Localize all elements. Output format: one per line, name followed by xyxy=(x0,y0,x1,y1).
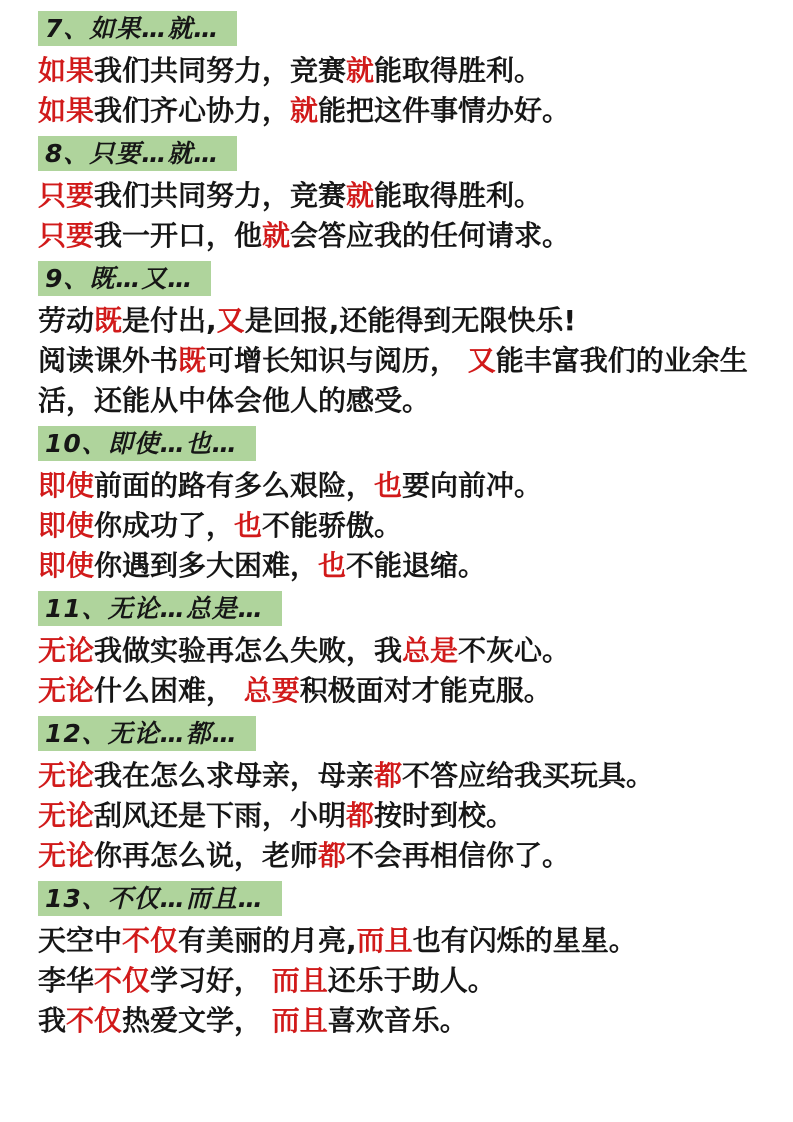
sentence-text: 能把这件事情办好。 xyxy=(318,94,571,127)
conjunction-highlight: 如果 xyxy=(38,94,95,127)
conjunction-highlight: 都 xyxy=(346,799,375,832)
sentence-text: 什么困难， xyxy=(94,674,244,707)
example-sentence xyxy=(38,921,757,961)
conjunction-highlight: 即使 xyxy=(38,509,95,542)
section-7 xyxy=(38,6,757,131)
sentence-text: 有美丽的月亮, xyxy=(178,924,357,957)
sentence-text: 热爱文学， xyxy=(122,1004,272,1037)
sentence-text: 要向前冲。 xyxy=(402,469,543,502)
sentence-text: 你再怎么说，老师 xyxy=(94,839,319,872)
sentence-text: 劳动 xyxy=(38,304,95,337)
conjunction-highlight: 不仅 xyxy=(94,964,151,997)
example-sentence xyxy=(38,466,757,506)
conjunction-highlight: 也 xyxy=(234,509,263,542)
conjunction-highlight: 总要 xyxy=(243,674,300,707)
sentence-text: 我在怎么求母亲，母亲 xyxy=(94,759,375,792)
conjunction-highlight: 总是 xyxy=(402,634,459,667)
sentence-text: 天空中 xyxy=(38,924,123,957)
conjunction-highlight: 又 xyxy=(216,304,245,337)
conjunction-highlight: 不仅 xyxy=(122,924,179,957)
conjunction-highlight: 就 xyxy=(290,94,319,127)
example-sentence xyxy=(38,756,757,796)
sentence-text: 阅读课外书 xyxy=(38,344,179,377)
sentence-text: 前面的路有多么艰险， xyxy=(94,469,375,502)
section-header: 13、不仅…而且… xyxy=(38,881,282,916)
sentence-text: 也有闪烁的星星。 xyxy=(412,924,637,957)
conjunction-highlight: 只要 xyxy=(38,219,95,252)
sentence-text: 我 xyxy=(38,1004,67,1037)
conjunction-highlight: 而且 xyxy=(356,924,413,957)
example-sentence xyxy=(38,836,757,876)
sentence-text: 不答应给我买玩具。 xyxy=(402,759,655,792)
conjunction-highlight: 无论 xyxy=(38,799,95,832)
sentence-text: 学习好， xyxy=(150,964,272,997)
example-sentence xyxy=(38,216,757,256)
sentence-text: 是回报,还能得到无限快乐! xyxy=(244,304,577,337)
section-12 xyxy=(38,711,757,876)
section-header: 10、即使…也… xyxy=(38,426,256,461)
sentence-text: 你遇到多大困难， xyxy=(94,549,319,582)
section-header: 9、既…又… xyxy=(38,261,211,296)
section-13 xyxy=(38,876,757,1041)
example-sentence xyxy=(38,506,757,546)
example-sentence xyxy=(38,341,757,421)
sentence-text: 还乐于助人。 xyxy=(327,964,496,997)
conjunction-highlight: 即使 xyxy=(38,469,95,502)
sentence-text: 能丰富我们的业余生活，还能从中体会他人的感受。 xyxy=(38,344,748,417)
example-sentence xyxy=(38,671,757,711)
conjunction-highlight: 而且 xyxy=(271,964,328,997)
example-sentence xyxy=(38,796,757,836)
section-8 xyxy=(38,131,757,256)
sentence-text: 我们共同努力，竞赛 xyxy=(94,179,347,212)
conjunction-highlight: 都 xyxy=(318,839,347,872)
conjunction-highlight: 只要 xyxy=(38,179,95,212)
sentence-text: 会答应我的任何请求。 xyxy=(290,219,571,252)
conjunction-highlight: 都 xyxy=(374,759,403,792)
sentence-text: 可增长知识与阅历， xyxy=(206,344,468,377)
section-11 xyxy=(38,586,757,711)
sentence-text: 刮风还是下雨，小明 xyxy=(94,799,347,832)
sentence-text: 不能退缩。 xyxy=(346,549,487,582)
conjunction-highlight: 就 xyxy=(346,179,375,212)
section-9 xyxy=(38,256,757,421)
section-header: 7、如果…就… xyxy=(38,11,237,46)
conjunction-highlight: 既 xyxy=(178,344,207,377)
sentence-text: 积极面对才能克服。 xyxy=(299,674,552,707)
sentence-text: 是付出, xyxy=(122,304,217,337)
example-sentence xyxy=(38,301,757,341)
sentence-text: 能取得胜利。 xyxy=(374,54,543,87)
conjunction-highlight: 既 xyxy=(94,304,123,337)
conjunction-highlight: 也 xyxy=(374,469,403,502)
sentence-text: 能取得胜利。 xyxy=(374,179,543,212)
sentence-text: 我一开口，他 xyxy=(94,219,263,252)
example-sentence xyxy=(38,546,757,586)
conjunction-highlight: 就 xyxy=(262,219,291,252)
sentence-text: 我做实验再怎么失败，我 xyxy=(94,634,403,667)
conjunction-highlight: 无论 xyxy=(38,674,95,707)
example-sentence xyxy=(38,91,757,131)
conjunction-highlight: 不仅 xyxy=(66,1004,123,1037)
example-sentence xyxy=(38,631,757,671)
example-sentence xyxy=(38,51,757,91)
conjunction-highlight: 无论 xyxy=(38,634,95,667)
section-10 xyxy=(38,421,757,586)
conjunction-highlight: 无论 xyxy=(38,759,95,792)
example-sentence xyxy=(38,961,757,1001)
example-sentence xyxy=(38,176,757,216)
conjunction-highlight: 即使 xyxy=(38,549,95,582)
sentence-text: 不会再相信你了。 xyxy=(346,839,571,872)
conjunction-highlight: 无论 xyxy=(38,839,95,872)
conjunction-highlight: 又 xyxy=(467,344,496,377)
sentence-text: 我们齐心协力， xyxy=(94,94,291,127)
section-header: 8、只要…就… xyxy=(38,136,237,171)
section-header: 11、无论…总是… xyxy=(38,591,282,626)
section-header: 12、无论…都… xyxy=(38,716,256,751)
conjunction-highlight: 也 xyxy=(318,549,347,582)
conjunction-highlight: 就 xyxy=(346,54,375,87)
sentence-text: 李华 xyxy=(38,964,95,997)
conjunction-highlight: 如果 xyxy=(38,54,95,87)
sentence-text: 喜欢音乐。 xyxy=(327,1004,468,1037)
sentence-text: 你成功了， xyxy=(94,509,235,542)
sentence-text: 我们共同努力，竞赛 xyxy=(94,54,347,87)
example-sentence xyxy=(38,1001,757,1041)
conjunction-highlight: 而且 xyxy=(271,1004,328,1037)
sentence-text: 按时到校。 xyxy=(374,799,515,832)
sentence-text: 不能骄傲。 xyxy=(262,509,403,542)
sentence-text: 不灰心。 xyxy=(458,634,571,667)
